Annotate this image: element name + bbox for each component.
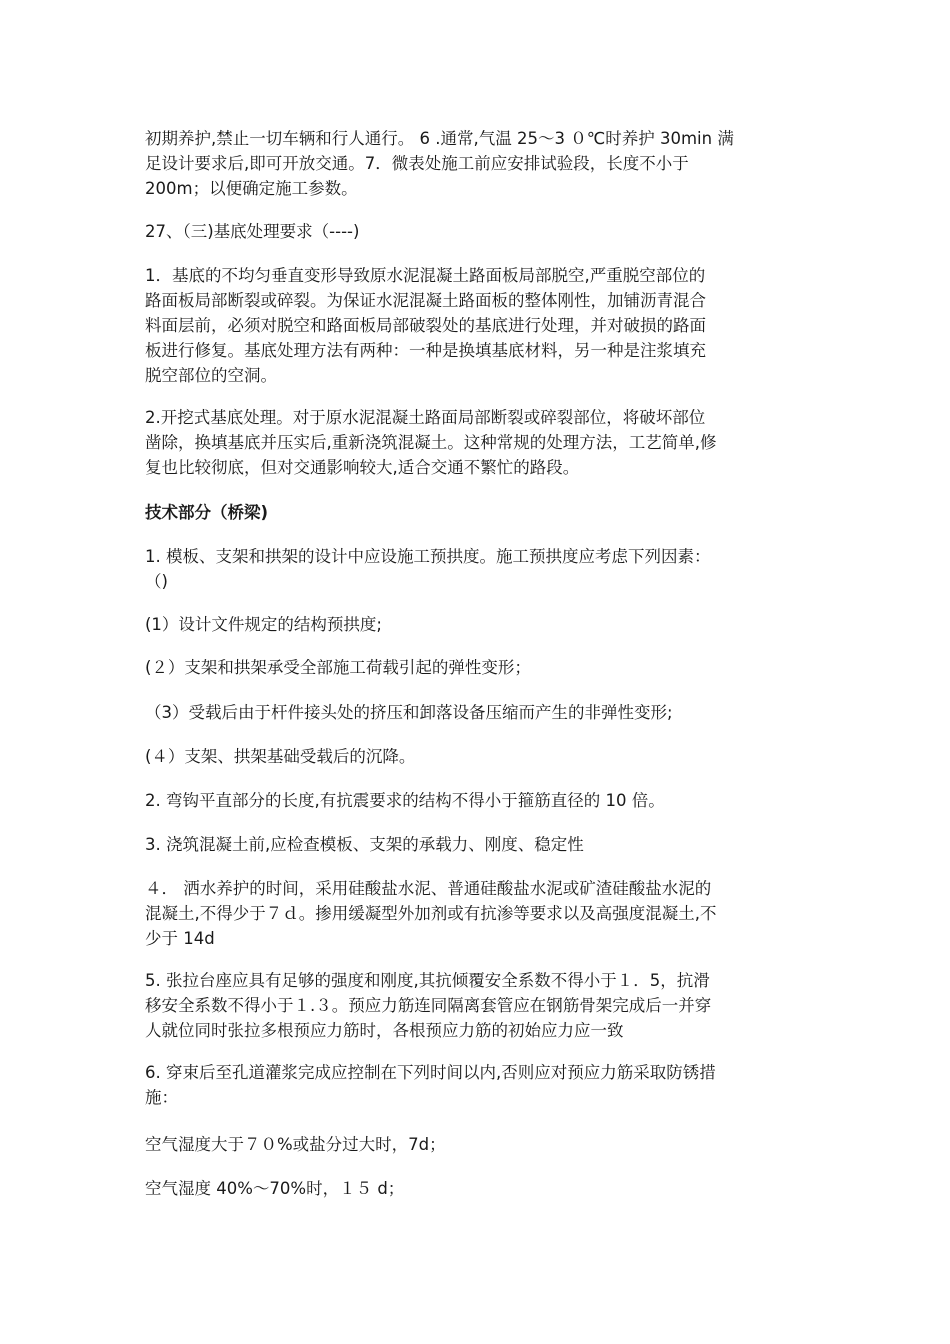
paragraph: [145, 219, 810, 244]
text-line: 1. 模板、支架和拱架的设计中应设施工预拱度。施工预拱度应考虑下列因素：: [145, 547, 711, 566]
paragraph: [145, 655, 810, 680]
paragraph: [145, 612, 810, 637]
text-line: 板进行修复。基底处理方法有两种：一种是换填基底材料，另一种是注浆填充: [145, 341, 706, 360]
text-line: 200m；以便确定施工参数。: [145, 179, 358, 198]
text-line: 1．基底的不均匀垂直变形导致原水泥混凝土路面板局部脱空,严重脱空部位的: [145, 266, 706, 285]
text-line: (４）支架、拱架基础受载后的沉降。: [145, 747, 416, 766]
text-line: (２）支架和拱架承受全部施工荷载引起的弹性变形；: [145, 658, 531, 677]
text-line: (1）设计文件规定的结构预拱度;: [145, 615, 382, 634]
paragraph: [145, 1132, 810, 1157]
text-line: ４． 洒水养护的时间，采用硅酸盐水泥、普通硅酸盐水泥或矿渣硅酸盐水泥的: [145, 879, 712, 898]
paragraph: [145, 263, 810, 388]
text-line: 复也比较彻底，但对交通影响较大,适合交通不繁忙的路段。: [145, 458, 580, 477]
text-line: 路面板局部断裂或碎裂。为保证水泥混凝土路面板的整体刚性，加铺沥青混合: [145, 291, 706, 310]
text-line: 3. 浇筑混凝土前,应检查模板、支架的承载力、刚度、稳定性: [145, 835, 584, 854]
text-line: 脱空部位的空洞。: [145, 366, 277, 385]
paragraph: [145, 788, 810, 813]
paragraph: [145, 544, 810, 594]
text-line: 2.开挖式基底处理。对于原水泥混凝土路面局部断裂或碎裂部位，将破坏部位: [145, 408, 706, 427]
paragraph: [145, 744, 810, 769]
text-line: 混凝土,不得少于７ｄ。掺用缓凝型外加剂或有抗渗等要求以及高强度混凝土,不: [145, 904, 717, 923]
text-line: 施：: [145, 1088, 178, 1107]
text-line: 6. 穿束后至孔道灌浆完成应控制在下列时间以内,否则应对预应力筋采取防锈措: [145, 1063, 716, 1082]
text-line: 料面层前，必须对脱空和路面板局部破裂处的基底进行处理，并对破损的路面: [145, 316, 706, 335]
text-line: 空气湿度大于７０%或盐分过大时，7d；: [145, 1135, 446, 1154]
paragraph: [145, 968, 810, 1043]
paragraph: [145, 1176, 810, 1201]
text-line: 少于 14d: [145, 929, 215, 948]
text-line: 技术部分（桥梁): [145, 503, 269, 522]
text-line: 5. 张拉台座应具有足够的强度和刚度,其抗倾覆安全系数不得小于１．5，抗滑: [145, 971, 710, 990]
text-line: 人就位同时张拉多根预应力筋时，各根预应力筋的初始应力应一致: [145, 1021, 624, 1040]
text-line: （3）受载后由于杆件接头处的挤压和卸落设备压缩而产生的非弹性变形;: [145, 703, 673, 722]
text-line: 初期养护,禁止一切车辆和行人通行。 6 .通常,气温 25～3 ０℃时养护 30min 满: [145, 129, 734, 148]
text-line: 移安全系数不得小于１.３。预应力筋连同隔离套管应在钢筋骨架完成后一并穿: [145, 996, 712, 1015]
text-line: 足设计要求后,即可开放交通。7．微表处施工前应安排试验段，长度不小于: [145, 154, 689, 173]
text-line: 27、（三)基底处理要求（----): [145, 222, 360, 241]
text-line: 空气湿度 40%～70%时，１５ d；: [145, 1179, 405, 1198]
paragraph: [145, 832, 810, 857]
paragraph: [145, 1060, 810, 1110]
section-heading: [145, 500, 810, 525]
paragraph: [145, 126, 810, 201]
text-line: 凿除，换填基底并压实后,重新浇筑混凝土。这种常规的处理方法，工艺简单,修: [145, 433, 717, 452]
paragraph: [145, 700, 810, 725]
text-line: （): [145, 572, 168, 591]
paragraph: [145, 876, 810, 951]
text-line: 2. 弯钩平直部分的长度,有抗震要求的结构不得小于箍筋直径的 10 倍。: [145, 791, 665, 810]
paragraph: [145, 405, 810, 480]
